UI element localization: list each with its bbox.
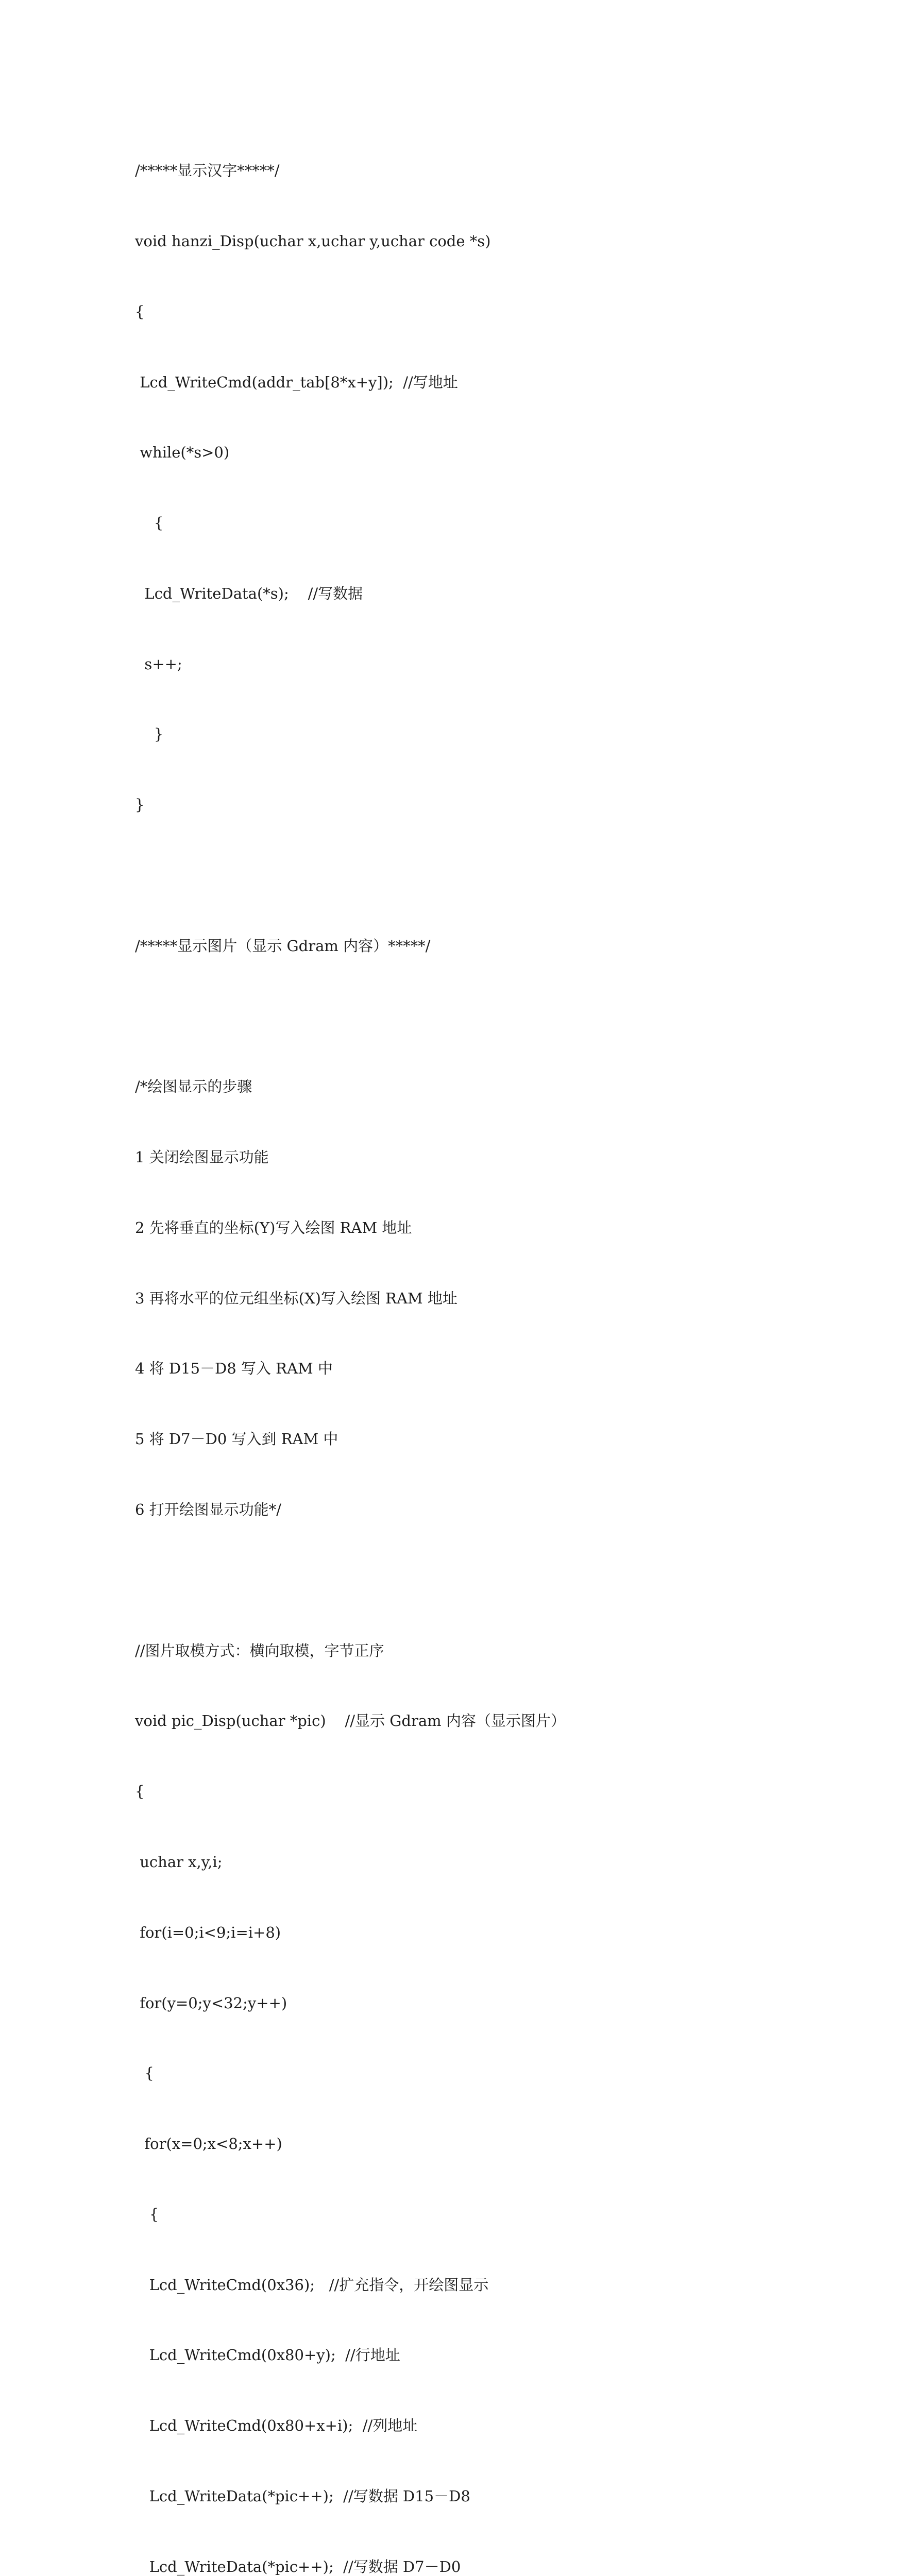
blank-line: [135, 1569, 867, 1592]
code-line: for(i=0;i<9;i=i+8): [135, 1923, 281, 1941]
code-line: Lcd_WriteCmd(0x80+x+i); //列地址: [135, 2417, 418, 2435]
code-line: s++;: [135, 655, 182, 673]
code-line: for(x=0;x<8;x++): [135, 2135, 282, 2153]
code-line: uchar x,y,i;: [135, 1853, 223, 1871]
code-line: {: [135, 2064, 154, 2082]
code-line: }: [135, 796, 145, 814]
code-line: Lcd_WriteCmd(0x80+y); //行地址: [135, 2346, 400, 2364]
step-line: 3 再将水平的位元组坐标(X)写入绘图 RAM 地址: [135, 1289, 458, 1307]
code-line: void pic_Disp(uchar *pic) //显示 Gdram 内容（显示图片）: [135, 1712, 566, 1730]
step-line: 1 关闭绘图显示功能: [135, 1148, 269, 1166]
code-line: {: [135, 302, 145, 320]
code-line: while(*s>0): [135, 444, 230, 462]
step-line: 5 将 D7－D0 写入到 RAM 中: [135, 1430, 338, 1448]
code-line: {: [135, 1783, 145, 1801]
code-line: Lcd_WriteData(*s); //写数据: [135, 584, 363, 602]
code-line: /*****显示汉字*****/: [135, 162, 280, 180]
step-line: 2 先将垂直的坐标(Y)写入绘图 RAM 地址: [135, 1218, 412, 1236]
section-heading: /*****显示图片（显示 Gdram 内容）*****/: [135, 937, 431, 955]
code-line: Lcd_WriteData(*pic++); //写数据 D7－D0: [135, 2557, 461, 2575]
comment-line: //图片取模方式：横向取模，字节正序: [135, 1641, 384, 1659]
code-line: Lcd_WriteCmd(addr_tab[8*x+y]); //写地址: [135, 373, 458, 391]
code-listing: [135, 112, 867, 2576]
code-line: for(y=0;y<32;y++): [135, 1994, 287, 2012]
code-line: Lcd_WriteCmd(0x36); //扩充指令，开绘图显示: [135, 2276, 489, 2294]
blank-line: [135, 864, 867, 888]
step-line: 6 打开绘图显示功能*/: [135, 1501, 281, 1519]
code-line: {: [135, 514, 164, 532]
code-line: }: [135, 725, 164, 743]
code-line: {: [135, 2205, 159, 2223]
code-line: Lcd_WriteData(*pic++); //写数据 D15－D8: [135, 2487, 470, 2505]
comment-line: /*绘图显示的步骤: [135, 1078, 252, 1096]
blank-line: [135, 1005, 867, 1029]
code-line: void hanzi_Disp(uchar x,uchar y,uchar code *s): [135, 232, 491, 250]
step-line: 4 将 D15－D8 写入 RAM 中: [135, 1360, 333, 1378]
